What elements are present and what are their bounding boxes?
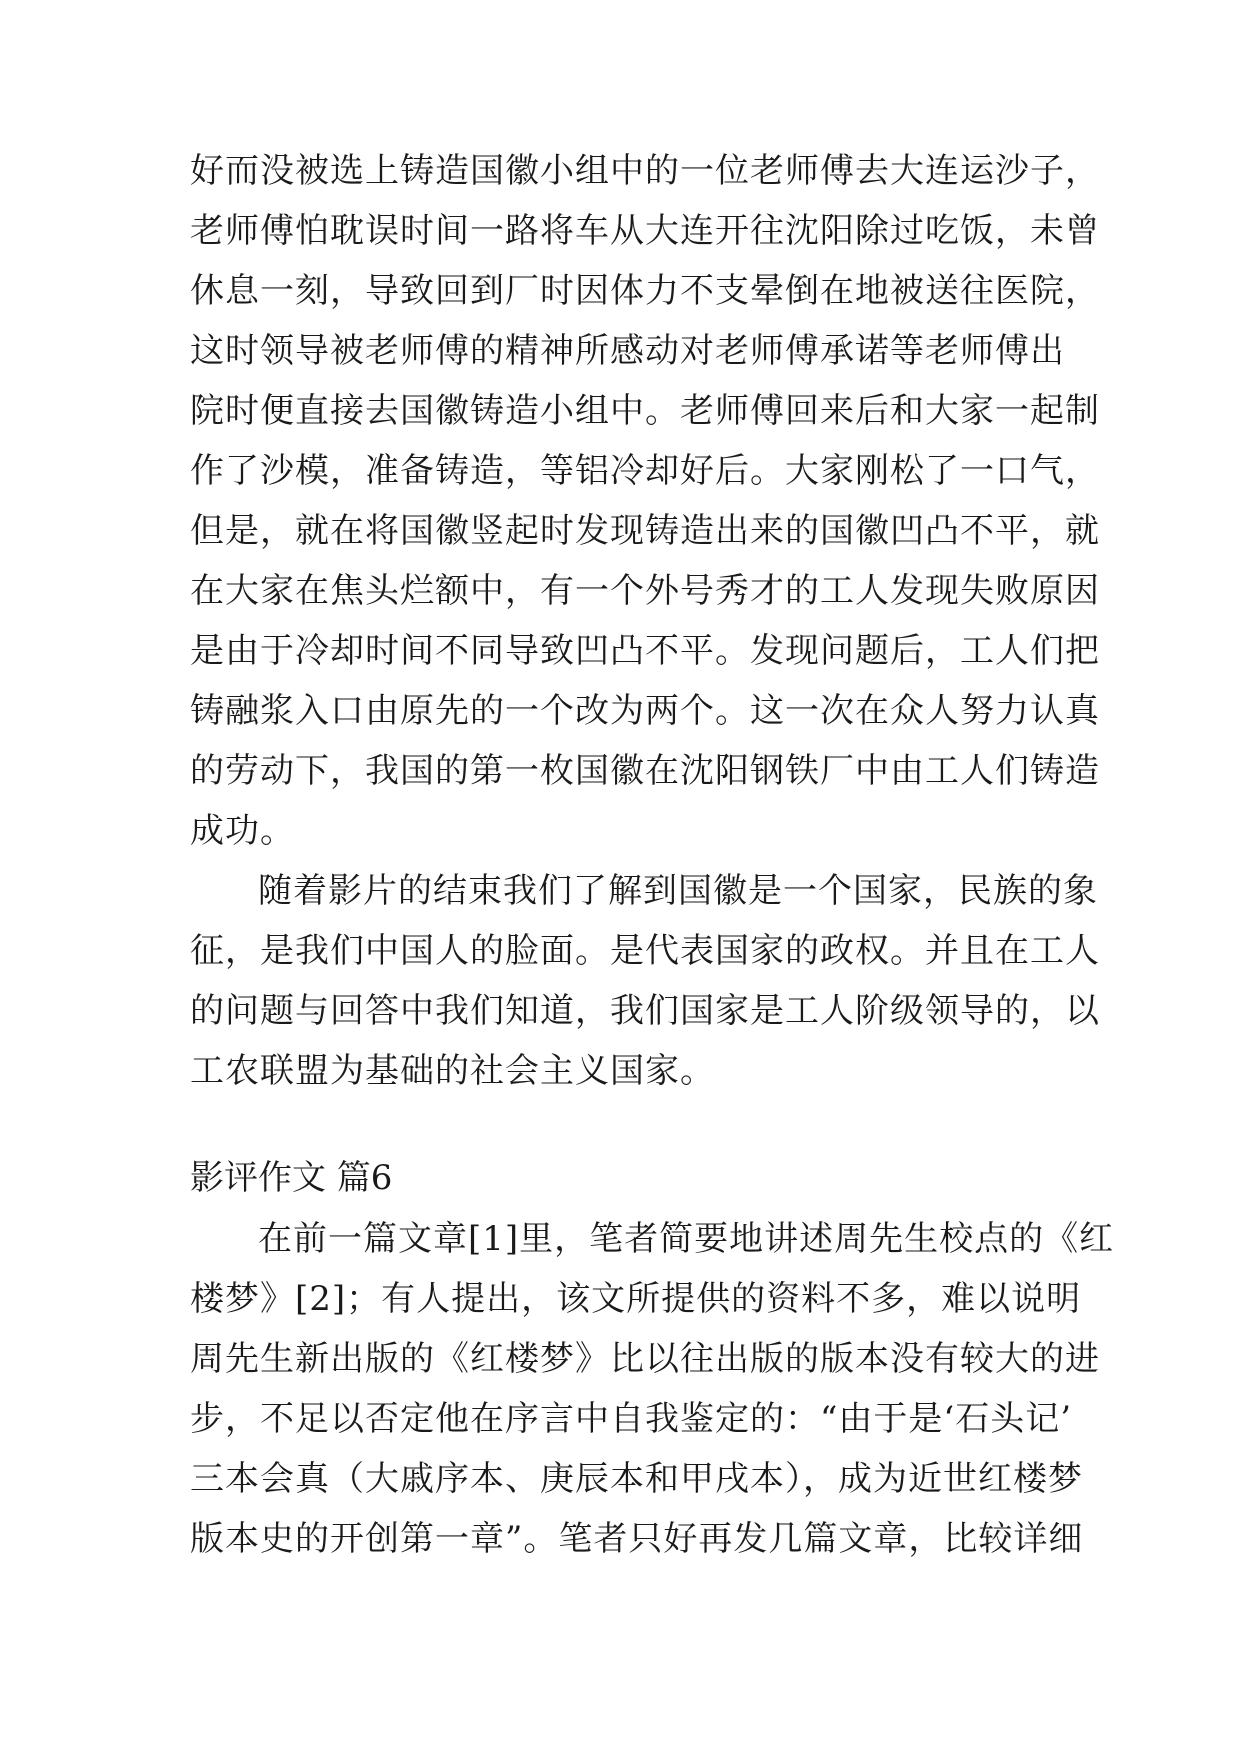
text-line: 是由于冷却时间不同导致凹凸不平。发现问题后，工人们把 [190,631,1100,671]
text-line: 这时领导被老师傅的精神所感动对老师傅承诺等老师傅出 [190,331,1065,371]
text-line: 成功。 [190,811,295,851]
text-line: 征，是我们中国人的脸面。是代表国家的政权。并且在工人 [190,931,1100,971]
text-line: 在前一篇文章[1]里，笔者简要地讲述周先生校点的《红 [258,1219,1115,1259]
text-line: 好而没被选上铸造国徽小组中的一位老师傅去大连运沙子， [190,151,1100,191]
text-line: 周先生新出版的《红楼梦》比以往出版的版本没有较大的进 [190,1339,1100,1379]
text-line: 步，不足以否定他在序言中自我鉴定的：“由于是‘石头记’ [190,1399,1072,1439]
text-line: 三本会真（大戚序本、庚辰本和甲戌本），成为近世红楼梦 [190,1459,1083,1499]
text-line: 院时便直接去国徽铸造小组中。老师傅回来后和大家一起制 [190,391,1100,431]
text-line: 的问题与回答中我们知道，我们国家是工人阶级领导的，以 [190,991,1100,1031]
text-line: 随着影片的结束我们了解到国徽是一个国家，民族的象 [258,871,1098,911]
text-line: 作了沙模，准备铸造，等铝冷却好后。大家刚松了一口气， [190,451,1100,491]
text-line: 但是，就在将国徽竖起时发现铸造出来的国徽凹凸不平，就 [190,511,1100,551]
text-line: 版本史的开创第一章”。笔者只好再发几篇文章，比较详细 [190,1519,1084,1559]
text-line: 在大家在焦头烂额中，有一个外号秀才的工人发现失败原因 [190,571,1100,611]
text-line: 老师傅怕耽误时间一路将车从大连开往沈阳除过吃饭，未曾 [190,211,1100,251]
text-line: 铸融浆入口由原先的一个改为两个。这一次在众人努力认真 [190,691,1100,731]
text-line: 的劳动下，我国的第一枚国徽在沈阳钢铁厂中由工人们铸造 [190,751,1100,791]
text-line: 工农联盟为基础的社会主义国家。 [190,1051,715,1091]
text-line: 休息一刻，导致回到厂时因体力不支晕倒在地被送往医院， [190,271,1100,311]
text-line: 楼梦》[2]；有人提出，该文所提供的资料不多，难以说明 [190,1279,1082,1319]
section-heading: 影评作文 篇6 [190,1158,393,1198]
